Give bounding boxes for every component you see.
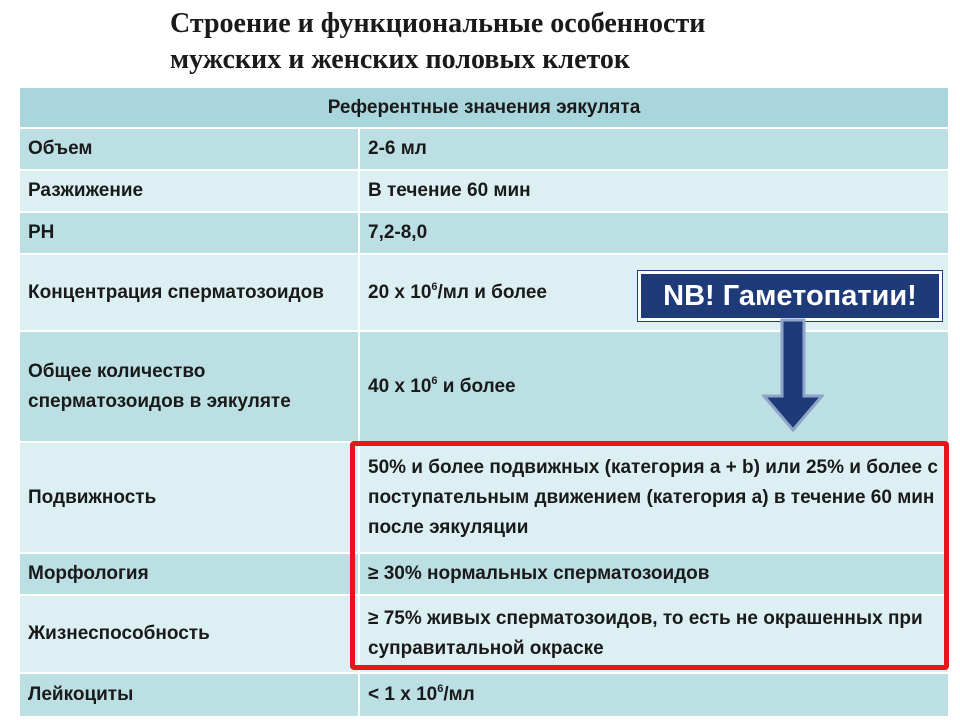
table-row	[19, 170, 949, 212]
arrow-down-icon	[762, 318, 824, 432]
param-cell: Лейкоциты	[19, 673, 359, 717]
param-cell: Морфология	[19, 553, 359, 595]
value-cell: < 1 х $10^6/мл$	[359, 673, 949, 717]
title-line-1: Строение и функциональные особенности	[170, 8, 706, 39]
value-cell: 7,2-8,0	[359, 212, 949, 254]
slide-title	[170, 6, 930, 78]
param-cell: PH	[19, 212, 359, 254]
value-cell: В течение 60 мин	[359, 170, 949, 212]
table-row	[19, 212, 949, 254]
table-row	[19, 553, 949, 595]
title-line-2: мужских и женских половых клеток	[170, 44, 631, 75]
value-cell: 20 х $10^6/мл$ и более	[359, 254, 949, 331]
value-cell: ≥ 75% живых сперматозоидов, то есть не окрашенных при суправитальной окраске	[359, 595, 949, 673]
param-cell: Общее количество сперматозоидов в эякуляте	[19, 331, 359, 442]
table-row	[19, 442, 949, 553]
param-cell: Разжижение	[19, 170, 359, 212]
table-row	[19, 673, 949, 717]
param-cell: Жизнеспособность	[19, 595, 359, 673]
value-cell: ≥ 30% нормальных сперматозоидов	[359, 553, 949, 595]
param-cell: Подвижность	[19, 442, 359, 553]
param-cell: Концентрация сперматозоидов	[19, 254, 359, 331]
param-cell: Объем	[19, 128, 359, 170]
value-cell: 2-6 мл	[359, 128, 949, 170]
value-cell: 50% и более подвижных (категория а + b) или 25% и более с поступательным движением (категория а) в течение 60 мин после эякуляции	[359, 442, 949, 553]
table-row	[19, 595, 949, 673]
value-cell: 40 х $10^6$ и более	[359, 331, 949, 442]
nb-callout: NB! Гаметопатии!	[638, 271, 942, 321]
table-row	[19, 128, 949, 170]
table-header: Референтные значения эякулята	[19, 87, 949, 128]
